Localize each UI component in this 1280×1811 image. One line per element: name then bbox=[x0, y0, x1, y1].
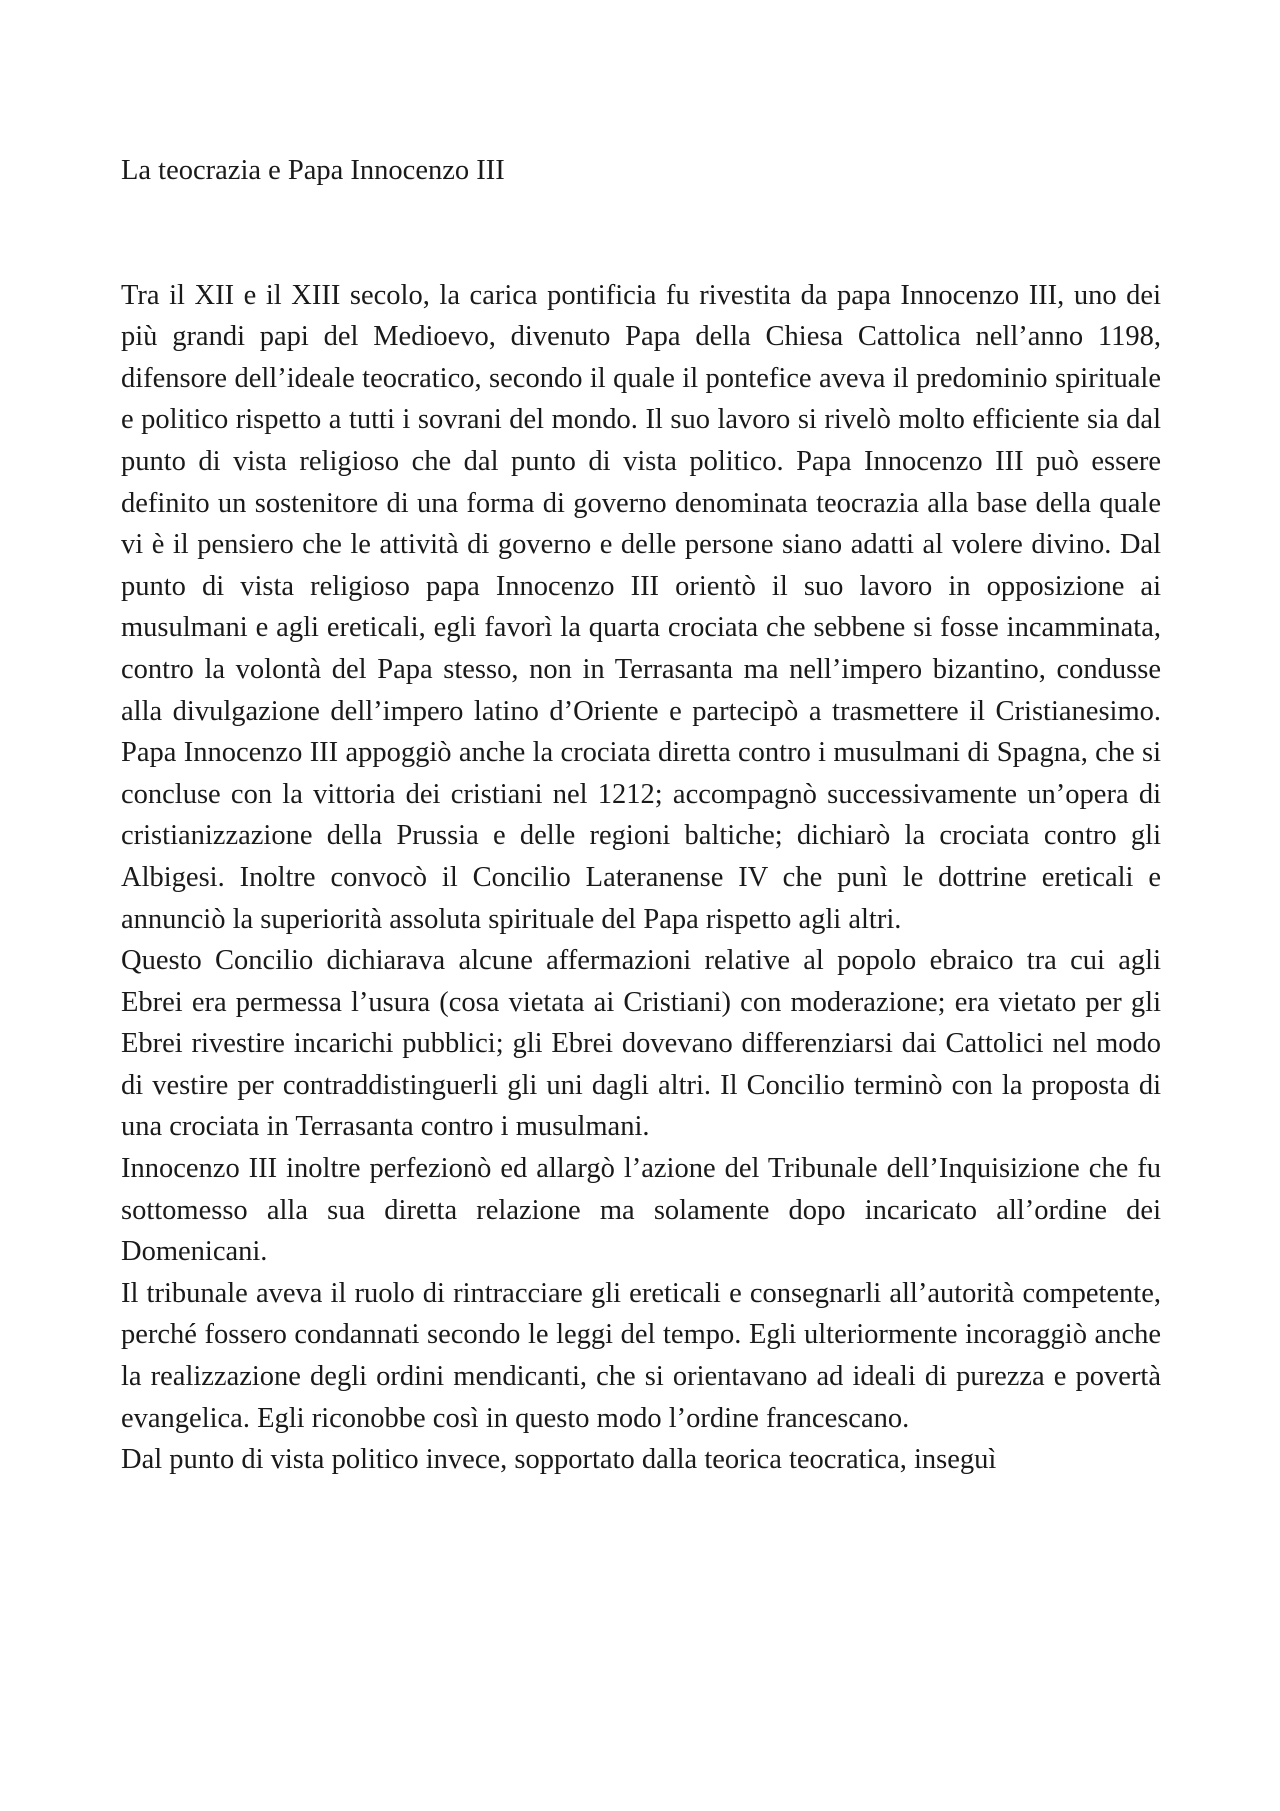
paragraph-4: Il tribunale aveva il ruolo di rintracciare gli ereticali e consegnarli all’autorità competente, perché fossero condannati secondo le leggi del tempo. Egli ulteriormente incoraggiò anche la realizzazione degli ordini mendicanti, che si orientavano ad ideali di purezza e povertà evangelica. Egli riconobbe così in questo modo l’ordine francescano. bbox=[121, 1277, 1161, 1434]
paragraph-5: Dal punto di vista politico invece, sopportato dalla teorica teocratica, inseguì bbox=[121, 1444, 997, 1476]
paragraph-1: Tra il XII e il XIII secolo, la carica pontificia fu rivestita da papa Innocenzo III, uno dei più grandi papi del Medioevo, divenuto Papa della Chiesa Cattolica nell’anno 1198, difensore dell’ideale teocratico, secondo il quale il pontefice aveva il predominio spirituale e politico rispetto a tutti i sovrani del mondo. Il suo lavoro si rivelò molto efficiente sia dal punto di vista religioso che dal punto di vista politico. Papa Innocenzo III può essere definito un sostenitore di una forma di governo denominata teocrazia alla base della quale vi è il pensiero che le attività di governo e delle persone siano adatti al volere divino. Dal punto di vista religioso papa Innocenzo III orientò il suo lavoro in opposizione ai musulmani e agli ereticali, egli favorì la quarta crociata che sebbene si fosse incamminata, contro la volontà del Papa stesso, non in Terrasanta ma nell’impero bizantino, condusse alla divulgazione dell’impero latino d’Oriente e partecipò a trasmettere il Cristianesimo. Papa Innocenzo III appoggiò anche la crociata diretta contro i musulmani di Spagna, che si concluse con la vittoria dei cristiani nel 1212; accompagnò successivamente un’opera di cristianizzazione della Prussia e delle regioni baltiche; dichiarò la crociata contro gli Albigesi. Inoltre convocò il Concilio Lateranense IV che punì le dottrine ereticali e annunciò la superiorità assoluta spirituale del Papa rispetto agli altri. bbox=[121, 279, 1161, 935]
title-spacer bbox=[121, 192, 1161, 275]
document-body bbox=[121, 150, 1161, 1481]
paragraph-2: Questo Concilio dichiarava alcune affermazioni relative al popolo ebraico tra cui agli Ebrei era permessa l’usura (cosa vietata ai Cristiani) con moderazione; era vietato per gli Ebrei rivestire incarichi pubblici; gli Ebrei dovevano differenziarsi dai Cattolici nel modo di vestire per contraddistinguerli gli uni dagli altri. Il Concilio terminò con la proposta di una crociata in Terrasanta contro i musulmani. bbox=[121, 945, 1161, 1143]
paragraph-3: Innocenzo III inoltre perfezionò ed allargò l’azione del Tribunale dell’Inquisizione che fu sottomesso alla sua diretta relazione ma solamente dopo incaricato all’ordine dei Domenicani. bbox=[121, 1153, 1161, 1268]
document-title: La teocrazia e Papa Innocenzo III bbox=[121, 155, 505, 186]
